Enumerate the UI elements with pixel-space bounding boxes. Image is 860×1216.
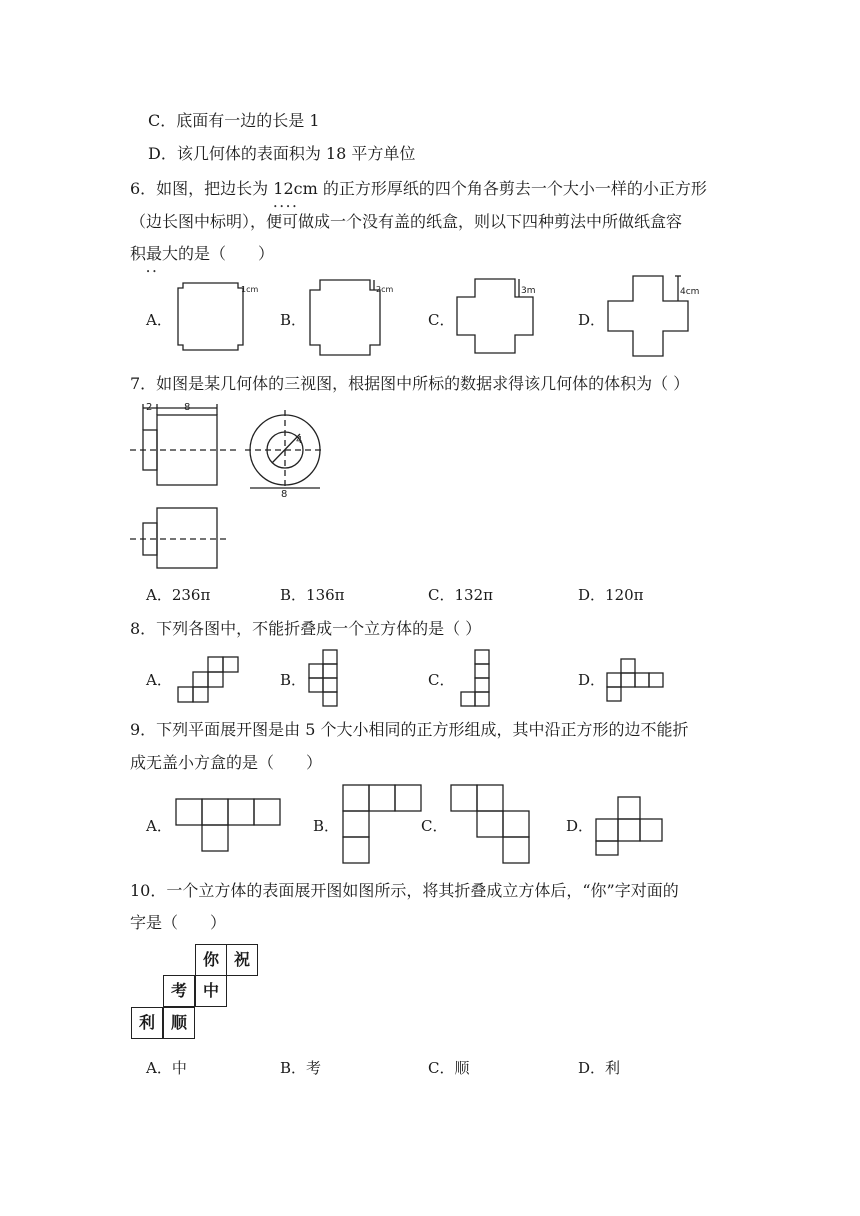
net-cell-shun: 顺	[163, 1007, 195, 1039]
q6-stem-line2: （边长图中标明），便可做成一个没有盖的纸盒，则以下四种剪法中所做纸盒容	[130, 212, 683, 231]
q7-stem: 7．如图是某几何体的三视图，根据图中所标的数据求得该几何体的体积为（ ）	[130, 374, 690, 393]
svg-text:1cm: 1cm	[241, 285, 259, 294]
q7-option-c: C．132π	[428, 586, 493, 604]
q5-option-d: D．该几何体的表面积为 18 平方单位	[148, 144, 416, 163]
q8-option-a-letter: A．	[146, 671, 172, 689]
q9-option-b-letter: B．	[313, 817, 340, 835]
q7-dim-8-top: 8	[184, 402, 191, 413]
q9-net-c	[450, 784, 532, 866]
q8-net-c	[460, 648, 500, 708]
net-cell-zhong: 中	[195, 975, 227, 1007]
q7-dim-2: 2	[146, 402, 153, 413]
q8-net-b	[308, 648, 348, 708]
q7-option-d: D．120π	[578, 586, 644, 604]
q8-option-d-letter: D．	[578, 671, 606, 689]
q7-option-a: A．236π	[146, 586, 211, 604]
q6-figure-c	[457, 279, 557, 359]
svg-text:2cm: 2cm	[376, 285, 394, 294]
q10-option-c: C．顺	[428, 1059, 470, 1077]
q7-dim-8-bottom: 8	[281, 489, 288, 500]
q10-stem-line1: 10．一个立方体的表面展开图如图所示，将其折叠成立方体后，“你”字对面的	[130, 881, 679, 900]
net-cell-kao: 考	[163, 975, 195, 1007]
q6-option-b-letter: B．	[280, 311, 307, 329]
svg-text:4cm: 4cm	[680, 287, 700, 297]
q10-option-d: D．利	[578, 1059, 621, 1077]
net-cell-ni: 你	[195, 944, 227, 976]
q9-option-d-letter: D．	[566, 817, 594, 835]
q8-option-c-letter: C．	[428, 671, 455, 689]
q9-stem-line2: 成无盖小方盒的是（ ）	[130, 753, 323, 772]
q10-option-b: B．考	[280, 1059, 322, 1077]
q9-option-a-letter: A．	[146, 817, 172, 835]
q9-option-c-letter: C．	[421, 817, 448, 835]
q8-net-a	[178, 655, 248, 705]
q6-emphasis-max: 最大 • •	[146, 244, 178, 263]
q5-option-c: C．底面有一边的长是 1	[148, 111, 320, 130]
q8-net-d	[606, 657, 676, 702]
q6-option-a-letter: A．	[146, 311, 172, 329]
net-cell-li: 利	[131, 1007, 163, 1039]
q6-figure-d	[608, 276, 708, 362]
q9-net-a	[175, 798, 285, 858]
q10-stem-line2: 字是（ ）	[130, 913, 227, 932]
q6-emphasis-12cm: 12cm • • • •	[273, 179, 318, 198]
q9-net-d	[595, 796, 667, 860]
q6-option-c-letter: C．	[428, 311, 455, 329]
q8-option-b-letter: B．	[280, 671, 307, 689]
q10-option-a: A．中	[146, 1059, 187, 1077]
q9-stem-line1: 9．下列平面展开图是由 5 个大小相同的正方形组成，其中沿正方形的边不能折	[130, 720, 689, 739]
q6-figure-a	[178, 283, 258, 355]
q7-dim-4: 4	[296, 435, 303, 446]
q6-option-d-letter: D．	[578, 311, 606, 329]
q9-net-b	[342, 784, 424, 866]
q6-stem-line1: 6．如图，把边长为 12cm • • • • 的正方形厚纸的四个角各剪去一个大小一样的小正方形	[130, 178, 707, 200]
q6-figure-b	[310, 280, 400, 360]
q7-three-views	[130, 400, 330, 575]
q8-stem: 8．下列各图中，不能折叠成一个立方体的是（ ）	[130, 619, 482, 638]
net-cell-zhu: 祝	[226, 944, 258, 976]
q7-option-b: B．136π	[280, 586, 345, 604]
q6-stem-line3: 积最大 • •的是（ ）	[130, 243, 274, 265]
svg-text:3m: 3m	[521, 286, 536, 296]
